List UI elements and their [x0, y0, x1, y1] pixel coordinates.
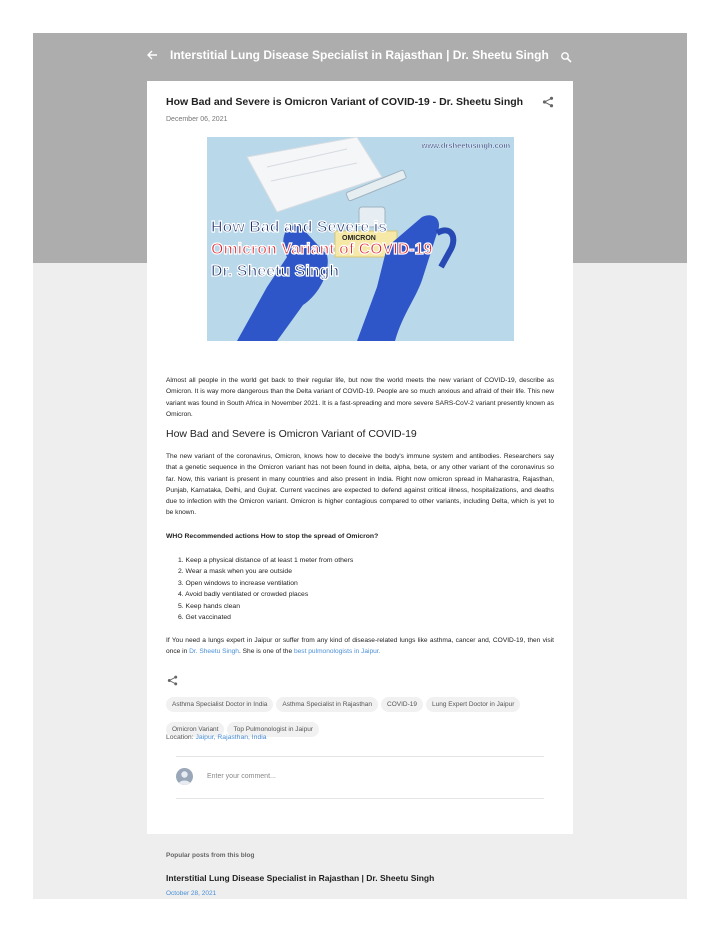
- hero-line-2: Omicron Variant of COVID-19: [211, 241, 433, 258]
- label-chip[interactable]: Top Pulmonologist in Jaipur: [227, 722, 319, 737]
- label-chip[interactable]: Asthma Specialist in Rajasthan: [276, 697, 378, 712]
- comment-input[interactable]: Enter your comment...: [207, 773, 276, 780]
- contact-text-middle: . She is one of the: [238, 648, 294, 656]
- post-title: How Bad and Severe is Omicron Variant of COVID-19 - Dr. Sheetu Singh: [166, 96, 524, 108]
- popular-post-title[interactable]: Interstitial Lung Disease Specialist in Rajasthan | Dr. Sheetu Singh: [166, 873, 435, 883]
- actions-list: [178, 555, 353, 623]
- pulmonologist-link[interactable]: best pulmonologists in Jaipur.: [293, 648, 381, 656]
- post-card: [147, 81, 573, 834]
- location-link[interactable]: Jaipur, Rajasthan, India: [195, 734, 267, 741]
- hero-line-3: Dr. Sheetu Singh: [211, 263, 340, 280]
- doctor-link[interactable]: Dr. Sheetu Singh: [189, 648, 239, 656]
- paragraph-intro: Almost all people in the world get back to their regular life, but now the world meets the new variant of COVID-19, describe as Omicron. It is way more dangerous than the Delta variant of COVID-19. People are so much anxious and afraid of their life. This new variant was found in South Africa in November 2021. It is a fast-spreading and more severe SARS-CoV-2 variant presently known as Omicron.: [166, 377, 554, 418]
- page-background: [33, 33, 687, 899]
- list-item: 6. Get vaccinated: [178, 614, 231, 622]
- list-item: 2. Wear a mask when you are outside: [178, 568, 292, 576]
- hero-image: [207, 137, 514, 341]
- popular-heading: Popular posts from this blog: [166, 852, 255, 859]
- list-item: 4. Avoid badly ventilated or crowded places: [178, 591, 309, 599]
- list-item: 1. Keep a physical distance of at least 1 meter from others: [178, 557, 354, 564]
- label-chip[interactable]: COVID-19: [381, 697, 423, 712]
- hero-line-1: How Bad and Severe is: [211, 219, 388, 236]
- label-chip[interactable]: Omicron Variant: [166, 722, 224, 737]
- blog-title[interactable]: Interstitial Lung Disease Specialist in Rajasthan | Dr. Sheetu Singh: [170, 48, 549, 62]
- who-heading: WHO Recommended actions How to stop the spread of Omicron?: [166, 533, 379, 540]
- hero-url-text: www.drsheetusingh.com: [421, 141, 510, 150]
- location-label: Location:: [166, 734, 194, 741]
- list-item: 3. Open windows to increase ventilation: [178, 579, 298, 587]
- popular-post-date: October 28, 2021: [166, 890, 217, 897]
- avatar: [176, 768, 193, 785]
- list-item: 5. Keep hands clean: [178, 602, 240, 610]
- search-icon[interactable]: [560, 50, 574, 64]
- post-date: December 06, 2021: [166, 116, 228, 123]
- divider: [176, 798, 544, 799]
- label-chip[interactable]: Asthma Specialist Doctor in India: [166, 697, 273, 712]
- location: [166, 734, 267, 741]
- label-chip[interactable]: Lung Expert Doctor in Jaipur: [426, 697, 520, 712]
- paragraph-contact: [166, 635, 554, 658]
- paragraph-variant: The new variant of the coronavirus, Omicron, knows how to deceive the body's immune system and antibodies. Researchers say that a genetic sequence in the Omicron variant has not been found in delta, alpha, beta, or any other variant of the coronavirus so far. Now, this variant is present in many countries and also present in India. Right now omicron spread in Maharastra, Rajasthan, Punjab, Karnataka, Delhi, and Gujrat. Current vaccines are expected to defend against critical illness, hospitalizations, and deaths due to infection with the Omicron variant. Omicron is higher contagious compared to other variants, including Delta, which is yet to be known.: [166, 453, 554, 517]
- divider: [176, 756, 544, 757]
- hero-card-label: OMICRON: [342, 235, 376, 242]
- contact-text: If You need a lungs expert in Jaipur or suffer from any kind of disease-related lungs like asthma, cancer and, COVID-19, then visit once in: [166, 637, 554, 656]
- share-icon[interactable]: [542, 95, 554, 107]
- section-heading: How Bad and Severe is Omicron Variant of COVID-19: [166, 428, 417, 440]
- arrow-left-icon[interactable]: [146, 48, 162, 64]
- share-icon[interactable]: [167, 673, 178, 684]
